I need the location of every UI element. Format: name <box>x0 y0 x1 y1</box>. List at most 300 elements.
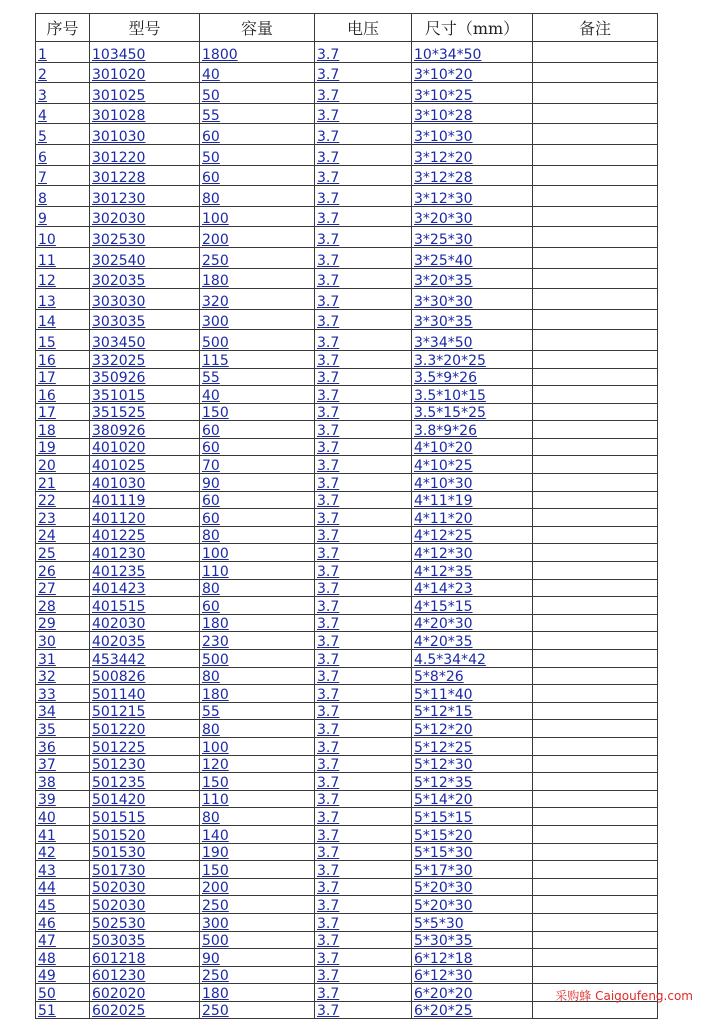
cell-voltage: 3.7 <box>315 878 412 896</box>
cell-remark <box>533 966 658 984</box>
header-index: 序号 <box>36 14 90 42</box>
cell-index: 26 <box>36 562 90 580</box>
table-row <box>36 103 658 124</box>
cell-model: 301230 <box>90 186 200 207</box>
cell-size: 5*20*30 <box>412 896 533 914</box>
cell-capacity: 180 <box>200 268 315 289</box>
cell-size: 5*11*40 <box>412 685 533 703</box>
cell-capacity: 100 <box>200 737 315 755</box>
cell-model: 501730 <box>90 861 200 879</box>
cell-voltage: 3.7 <box>315 186 412 207</box>
cell-capacity: 80 <box>200 808 315 826</box>
cell-size: 4*12*30 <box>412 544 533 562</box>
cell-index: 29 <box>36 614 90 632</box>
header-row <box>36 14 658 42</box>
cell-model: 501530 <box>90 843 200 861</box>
cell-voltage: 3.7 <box>315 825 412 843</box>
cell-model: 501215 <box>90 702 200 720</box>
cell-index: 5 <box>36 124 90 145</box>
cell-remark <box>533 421 658 439</box>
table-row <box>36 579 658 597</box>
cell-capacity: 60 <box>200 509 315 527</box>
cell-voltage: 3.7 <box>315 456 412 474</box>
table-row <box>36 491 658 509</box>
cell-capacity: 60 <box>200 421 315 439</box>
cell-voltage: 3.7 <box>315 1001 412 1019</box>
cell-capacity: 120 <box>200 755 315 773</box>
cell-size: 4*12*25 <box>412 526 533 544</box>
cell-index: 6 <box>36 144 90 165</box>
cell-voltage: 3.7 <box>315 103 412 124</box>
cell-capacity: 150 <box>200 403 315 421</box>
cell-voltage: 3.7 <box>315 966 412 984</box>
cell-voltage: 3.7 <box>315 790 412 808</box>
cell-voltage: 3.7 <box>315 83 412 104</box>
cell-model: 501235 <box>90 773 200 791</box>
table-row <box>36 144 658 165</box>
cell-index: 50 <box>36 984 90 1002</box>
cell-capacity: 55 <box>200 368 315 386</box>
table-row <box>36 650 658 668</box>
cell-size: 3*10*25 <box>412 83 533 104</box>
cell-capacity: 40 <box>200 386 315 404</box>
table-row <box>36 878 658 896</box>
cell-size: 3*20*35 <box>412 268 533 289</box>
cell-voltage: 3.7 <box>315 474 412 492</box>
cell-voltage: 3.7 <box>315 632 412 650</box>
header-size: 尺寸（mm） <box>412 14 533 42</box>
cell-size: 5*12*15 <box>412 702 533 720</box>
cell-capacity: 230 <box>200 632 315 650</box>
cell-voltage: 3.7 <box>315 289 412 310</box>
cell-remark <box>533 896 658 914</box>
table-row <box>36 350 658 368</box>
table-row <box>36 896 658 914</box>
cell-remark <box>533 165 658 186</box>
table-row <box>36 247 658 268</box>
table-row <box>36 825 658 843</box>
cell-model: 302540 <box>90 247 200 268</box>
cell-remark <box>533 667 658 685</box>
table-row <box>36 206 658 227</box>
cell-voltage: 3.7 <box>315 330 412 351</box>
cell-capacity: 500 <box>200 650 315 668</box>
cell-index: 46 <box>36 913 90 931</box>
cell-voltage: 3.7 <box>315 685 412 703</box>
cell-index: 33 <box>36 685 90 703</box>
cell-capacity: 200 <box>200 227 315 248</box>
cell-size: 4.5*34*42 <box>412 650 533 668</box>
cell-voltage: 3.7 <box>315 773 412 791</box>
cell-capacity: 60 <box>200 438 315 456</box>
cell-size: 5*15*15 <box>412 808 533 826</box>
cell-remark <box>533 62 658 83</box>
cell-model: 501230 <box>90 755 200 773</box>
cell-size: 3*25*30 <box>412 227 533 248</box>
cell-index: 4 <box>36 103 90 124</box>
cell-index: 45 <box>36 896 90 914</box>
battery-spec-sheet <box>35 13 657 1019</box>
table-row <box>36 421 658 439</box>
cell-size: 3.5*15*25 <box>412 403 533 421</box>
cell-index: 12 <box>36 268 90 289</box>
cell-remark <box>533 949 658 967</box>
cell-remark <box>533 509 658 527</box>
cell-index: 9 <box>36 206 90 227</box>
cell-index: 7 <box>36 165 90 186</box>
cell-index: 40 <box>36 808 90 826</box>
cell-capacity: 115 <box>200 350 315 368</box>
cell-model: 502030 <box>90 896 200 914</box>
table-row <box>36 386 658 404</box>
cell-model: 501515 <box>90 808 200 826</box>
cell-capacity: 500 <box>200 330 315 351</box>
cell-remark <box>533 247 658 268</box>
table-row <box>36 667 658 685</box>
cell-size: 5*17*30 <box>412 861 533 879</box>
cell-size: 3.3*20*25 <box>412 350 533 368</box>
cell-voltage: 3.7 <box>315 438 412 456</box>
cell-voltage: 3.7 <box>315 755 412 773</box>
cell-size: 4*10*30 <box>412 474 533 492</box>
cell-capacity: 190 <box>200 843 315 861</box>
cell-voltage: 3.7 <box>315 247 412 268</box>
cell-model: 601218 <box>90 949 200 967</box>
table-row <box>36 931 658 949</box>
cell-size: 6*20*25 <box>412 1001 533 1019</box>
cell-capacity: 300 <box>200 913 315 931</box>
cell-index: 23 <box>36 509 90 527</box>
cell-model: 401020 <box>90 438 200 456</box>
cell-model: 350926 <box>90 368 200 386</box>
cell-index: 28 <box>36 597 90 615</box>
cell-voltage: 3.7 <box>315 614 412 632</box>
cell-remark <box>533 124 658 145</box>
cell-voltage: 3.7 <box>315 562 412 580</box>
cell-index: 48 <box>36 949 90 967</box>
cell-voltage: 3.7 <box>315 368 412 386</box>
cell-size: 5*5*30 <box>412 913 533 931</box>
cell-model: 103450 <box>90 42 200 63</box>
table-row <box>36 474 658 492</box>
cell-index: 20 <box>36 456 90 474</box>
table-row <box>36 526 658 544</box>
table-row <box>36 702 658 720</box>
table-row <box>36 720 658 738</box>
cell-remark <box>533 579 658 597</box>
cell-size: 3*20*30 <box>412 206 533 227</box>
cell-index: 17 <box>36 368 90 386</box>
cell-model: 503035 <box>90 931 200 949</box>
cell-voltage: 3.7 <box>315 268 412 289</box>
cell-voltage: 3.7 <box>315 650 412 668</box>
cell-size: 4*14*23 <box>412 579 533 597</box>
cell-voltage: 3.7 <box>315 984 412 1002</box>
table-row <box>36 949 658 967</box>
cell-remark <box>533 350 658 368</box>
table-row <box>36 368 658 386</box>
cell-capacity: 50 <box>200 144 315 165</box>
cell-model: 351015 <box>90 386 200 404</box>
cell-index: 47 <box>36 931 90 949</box>
cell-voltage: 3.7 <box>315 667 412 685</box>
cell-capacity: 140 <box>200 825 315 843</box>
header-remark: 备注 <box>533 14 658 42</box>
cell-index: 36 <box>36 737 90 755</box>
cell-index: 19 <box>36 438 90 456</box>
cell-model: 301025 <box>90 83 200 104</box>
cell-remark <box>533 808 658 826</box>
cell-index: 35 <box>36 720 90 738</box>
cell-voltage: 3.7 <box>315 702 412 720</box>
cell-model: 302030 <box>90 206 200 227</box>
cell-model: 501220 <box>90 720 200 738</box>
cell-index: 25 <box>36 544 90 562</box>
cell-index: 41 <box>36 825 90 843</box>
cell-model: 401120 <box>90 509 200 527</box>
cell-remark <box>533 103 658 124</box>
cell-voltage: 3.7 <box>315 62 412 83</box>
cell-index: 3 <box>36 83 90 104</box>
cell-index: 51 <box>36 1001 90 1019</box>
cell-model: 380926 <box>90 421 200 439</box>
cell-size: 4*20*35 <box>412 632 533 650</box>
table-row <box>36 438 658 456</box>
table-row <box>36 330 658 351</box>
table-row <box>36 632 658 650</box>
cell-remark <box>533 144 658 165</box>
cell-voltage: 3.7 <box>315 526 412 544</box>
table-row <box>36 966 658 984</box>
cell-capacity: 60 <box>200 597 315 615</box>
cell-model: 602020 <box>90 984 200 1002</box>
table-row <box>36 685 658 703</box>
cell-capacity: 90 <box>200 474 315 492</box>
cell-capacity: 1800 <box>200 42 315 63</box>
cell-size: 5*8*26 <box>412 667 533 685</box>
cell-model: 401423 <box>90 579 200 597</box>
cell-remark <box>533 526 658 544</box>
cell-size: 3*12*28 <box>412 165 533 186</box>
cell-size: 5*12*20 <box>412 720 533 738</box>
table-row <box>36 456 658 474</box>
cell-size: 3*25*40 <box>412 247 533 268</box>
cell-capacity: 80 <box>200 579 315 597</box>
cell-capacity: 180 <box>200 614 315 632</box>
cell-model: 301030 <box>90 124 200 145</box>
cell-voltage: 3.7 <box>315 544 412 562</box>
cell-voltage: 3.7 <box>315 931 412 949</box>
cell-capacity: 55 <box>200 103 315 124</box>
table-row <box>36 309 658 330</box>
cell-index: 2 <box>36 62 90 83</box>
cell-model: 453442 <box>90 650 200 668</box>
cell-model: 302530 <box>90 227 200 248</box>
cell-model: 401119 <box>90 491 200 509</box>
table-row <box>36 755 658 773</box>
cell-size: 5*12*35 <box>412 773 533 791</box>
cell-capacity: 100 <box>200 206 315 227</box>
cell-size: 5*15*20 <box>412 825 533 843</box>
cell-capacity: 250 <box>200 896 315 914</box>
cell-size: 3*10*20 <box>412 62 533 83</box>
cell-remark <box>533 861 658 879</box>
cell-capacity: 250 <box>200 1001 315 1019</box>
table-row <box>36 268 658 289</box>
table-row <box>36 861 658 879</box>
cell-model: 401515 <box>90 597 200 615</box>
cell-index: 31 <box>36 650 90 668</box>
cell-voltage: 3.7 <box>315 737 412 755</box>
table-row <box>36 42 658 63</box>
cell-capacity: 250 <box>200 966 315 984</box>
cell-size: 10*34*50 <box>412 42 533 63</box>
cell-size: 4*12*35 <box>412 562 533 580</box>
cell-size: 3*30*30 <box>412 289 533 310</box>
cell-size: 6*12*18 <box>412 949 533 967</box>
cell-capacity: 90 <box>200 949 315 967</box>
cell-remark <box>533 562 658 580</box>
cell-index: 1 <box>36 42 90 63</box>
cell-index: 14 <box>36 309 90 330</box>
cell-index: 42 <box>36 843 90 861</box>
cell-capacity: 50 <box>200 83 315 104</box>
cell-model: 602025 <box>90 1001 200 1019</box>
table-row <box>36 124 658 145</box>
cell-size: 5*12*30 <box>412 755 533 773</box>
table-row <box>36 165 658 186</box>
cell-capacity: 110 <box>200 562 315 580</box>
cell-model: 402035 <box>90 632 200 650</box>
cell-voltage: 3.7 <box>315 124 412 145</box>
cell-size: 5*30*35 <box>412 931 533 949</box>
cell-remark <box>533 720 658 738</box>
cell-capacity: 60 <box>200 491 315 509</box>
cell-remark <box>533 289 658 310</box>
header-model: 型号 <box>90 14 200 42</box>
table-row <box>36 227 658 248</box>
cell-model: 303030 <box>90 289 200 310</box>
cell-remark <box>533 597 658 615</box>
cell-remark <box>533 614 658 632</box>
table-row <box>36 1001 658 1019</box>
cell-model: 501420 <box>90 790 200 808</box>
cell-capacity: 300 <box>200 309 315 330</box>
cell-model: 301020 <box>90 62 200 83</box>
table-row <box>36 597 658 615</box>
cell-size: 3.8*9*26 <box>412 421 533 439</box>
cell-voltage: 3.7 <box>315 896 412 914</box>
cell-remark <box>533 931 658 949</box>
cell-size: 3*10*30 <box>412 124 533 145</box>
cell-model: 401235 <box>90 562 200 580</box>
cell-size: 3*10*28 <box>412 103 533 124</box>
cell-voltage: 3.7 <box>315 491 412 509</box>
cell-size: 4*11*20 <box>412 509 533 527</box>
header-capacity: 容量 <box>200 14 315 42</box>
cell-voltage: 3.7 <box>315 421 412 439</box>
cell-capacity: 150 <box>200 861 315 879</box>
cell-size: 4*10*20 <box>412 438 533 456</box>
cell-capacity: 150 <box>200 773 315 791</box>
table-header <box>36 14 658 42</box>
cell-remark <box>533 386 658 404</box>
cell-remark <box>533 438 658 456</box>
cell-remark <box>533 83 658 104</box>
cell-index: 24 <box>36 526 90 544</box>
cell-remark <box>533 403 658 421</box>
cell-model: 501140 <box>90 685 200 703</box>
cell-remark <box>533 309 658 330</box>
cell-voltage: 3.7 <box>315 949 412 967</box>
cell-voltage: 3.7 <box>315 350 412 368</box>
cell-model: 601230 <box>90 966 200 984</box>
cell-index: 18 <box>36 421 90 439</box>
table-row <box>36 843 658 861</box>
cell-size: 3*12*30 <box>412 186 533 207</box>
cell-voltage: 3.7 <box>315 165 412 186</box>
cell-index: 15 <box>36 330 90 351</box>
cell-remark <box>533 544 658 562</box>
cell-voltage: 3.7 <box>315 144 412 165</box>
cell-capacity: 200 <box>200 878 315 896</box>
cell-size: 4*11*19 <box>412 491 533 509</box>
cell-index: 16 <box>36 386 90 404</box>
cell-voltage: 3.7 <box>315 913 412 931</box>
cell-index: 21 <box>36 474 90 492</box>
cell-capacity: 180 <box>200 984 315 1002</box>
cell-voltage: 3.7 <box>315 309 412 330</box>
table-row <box>36 289 658 310</box>
cell-capacity: 55 <box>200 702 315 720</box>
cell-model: 401030 <box>90 474 200 492</box>
table-row <box>36 773 658 791</box>
cell-capacity: 80 <box>200 720 315 738</box>
cell-index: 44 <box>36 878 90 896</box>
cell-model: 501225 <box>90 737 200 755</box>
cell-size: 4*20*30 <box>412 614 533 632</box>
cell-capacity: 250 <box>200 247 315 268</box>
cell-size: 5*20*30 <box>412 878 533 896</box>
cell-size: 5*12*25 <box>412 737 533 755</box>
cell-size: 5*15*30 <box>412 843 533 861</box>
cell-capacity: 70 <box>200 456 315 474</box>
cell-size: 4*10*25 <box>412 456 533 474</box>
table-row <box>36 737 658 755</box>
table-row <box>36 790 658 808</box>
table-row <box>36 544 658 562</box>
cell-remark <box>533 737 658 755</box>
cell-index: 32 <box>36 667 90 685</box>
cell-remark <box>533 773 658 791</box>
cell-capacity: 80 <box>200 667 315 685</box>
cell-size: 4*15*15 <box>412 597 533 615</box>
cell-remark <box>533 843 658 861</box>
cell-index: 17 <box>36 403 90 421</box>
cell-remark <box>533 42 658 63</box>
table-row <box>36 614 658 632</box>
cell-remark <box>533 913 658 931</box>
cell-size: 6*20*20 <box>412 984 533 1002</box>
cell-size: 3.5*10*15 <box>412 386 533 404</box>
cell-capacity: 60 <box>200 124 315 145</box>
cell-model: 301220 <box>90 144 200 165</box>
cell-model: 501520 <box>90 825 200 843</box>
cell-model: 332025 <box>90 350 200 368</box>
cell-remark <box>533 268 658 289</box>
cell-remark <box>533 1001 658 1019</box>
cell-size: 3.5*9*26 <box>412 368 533 386</box>
